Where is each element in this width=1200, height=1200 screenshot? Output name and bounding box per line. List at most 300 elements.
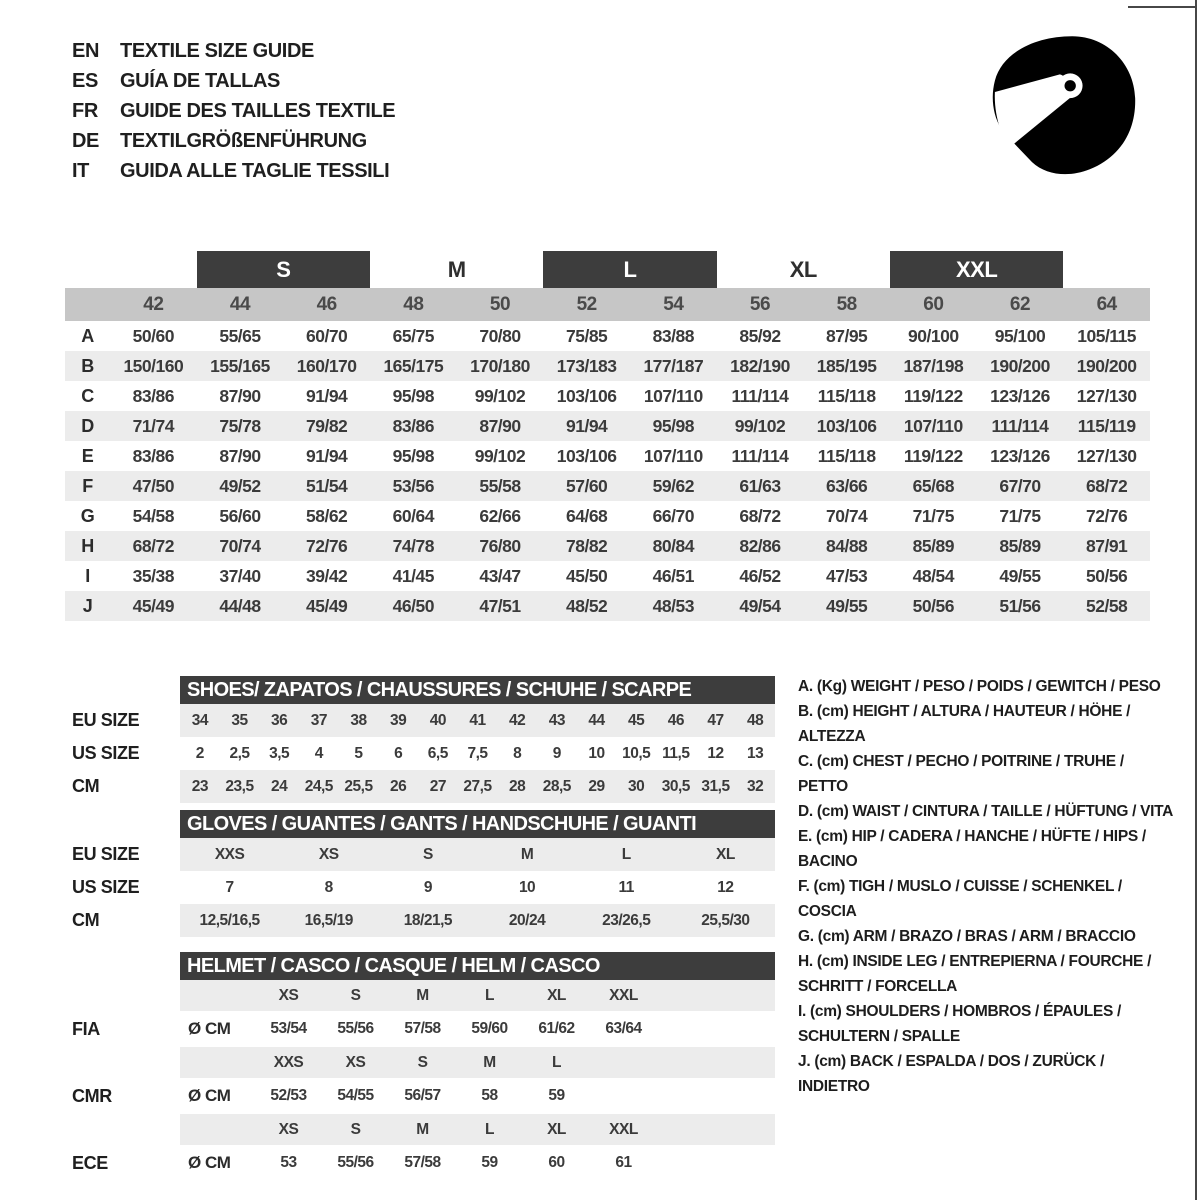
size-cell: 82/86 xyxy=(739,535,781,556)
size-cell: 115/118 xyxy=(817,445,876,466)
size-cell: 87/90 xyxy=(219,445,261,466)
gloves-cell: 7 xyxy=(225,878,234,896)
size-cell: 103/106 xyxy=(556,385,617,406)
size-column-header: 42 xyxy=(143,293,164,315)
shoes-cell: 3,5 xyxy=(269,744,290,762)
size-cell: 190/200 xyxy=(990,355,1050,376)
size-cell: 83/86 xyxy=(392,415,434,436)
size-cell: 83/88 xyxy=(652,325,694,346)
size-cell: 44/48 xyxy=(219,595,261,616)
size-cell: 68/72 xyxy=(132,535,174,556)
language-row xyxy=(72,96,395,126)
helmet-standard-label: CMR xyxy=(72,1085,112,1106)
size-column-header: 50 xyxy=(489,293,511,315)
shoes-row-eu-size xyxy=(65,704,775,737)
size-cell: 91/94 xyxy=(306,385,348,406)
shoes-cell: 8 xyxy=(513,744,522,762)
size-cell: 83/86 xyxy=(132,385,174,406)
size-cell: 48/53 xyxy=(652,595,694,616)
helmet-size-header-ece xyxy=(65,1114,775,1145)
size-column-header: 44 xyxy=(229,293,251,315)
gloves-cell: XXS xyxy=(180,838,279,871)
legend-item: D. (cm) WAIST / CINTURA / TAILLE / HÜFTUNG / VITA xyxy=(798,803,1174,820)
shoes-cell: 46 xyxy=(656,704,696,737)
size-cell: 49/55 xyxy=(999,565,1041,586)
shoes-cell: 25,5 xyxy=(339,770,379,803)
helmet-unit-spacer xyxy=(180,1047,255,1078)
size-cell: 75/85 xyxy=(566,325,608,346)
size-cell: 60/64 xyxy=(392,505,434,526)
row-letter-label: B xyxy=(81,355,94,376)
size-cell: 91/94 xyxy=(566,415,608,436)
shoes-cell: 11,5 xyxy=(662,744,690,762)
helmet-size-label: L xyxy=(523,1047,590,1078)
size-cell: 71/75 xyxy=(999,505,1041,526)
shoes-cell: 30,5 xyxy=(656,770,696,803)
gloves-cell: 16,5/19 xyxy=(279,904,378,937)
helmet-size-filler xyxy=(657,1047,775,1078)
helmet-value-cell: 59 xyxy=(548,1087,565,1104)
size-cell: 49/52 xyxy=(219,475,261,496)
shoes-cell: 28 xyxy=(497,770,537,803)
size-cell: 71/74 xyxy=(132,415,174,436)
size-cell: 165/175 xyxy=(383,355,444,376)
language-code: FR xyxy=(72,99,98,122)
gloves-cell: L xyxy=(577,838,676,871)
shoes-cell: 26 xyxy=(378,770,418,803)
size-band-m: M xyxy=(447,256,466,282)
shoes-cell: 42 xyxy=(497,704,537,737)
size-cell: 65/75 xyxy=(392,325,434,346)
size-cell: 70/74 xyxy=(219,535,261,556)
size-cell: 107/110 xyxy=(903,415,963,436)
size-cell: 91/94 xyxy=(306,445,348,466)
size-cell: 48/52 xyxy=(566,595,608,616)
size-cell: 84/88 xyxy=(826,535,868,556)
helmet-row-ece xyxy=(65,1145,775,1181)
legend-item: G. (cm) ARM / BRAZO / BRAS / ARM / BRACCIO xyxy=(798,928,1136,945)
row-letter-label: I xyxy=(85,565,90,586)
size-cell: 119/122 xyxy=(903,445,963,466)
size-cell: 53/56 xyxy=(392,475,434,496)
size-cell: 87/91 xyxy=(1086,535,1128,556)
size-cell: 45/49 xyxy=(132,595,174,616)
shoes-row-label: EU SIZE xyxy=(72,710,140,730)
helmet-size-label: M xyxy=(456,1047,523,1078)
size-cell: 185/195 xyxy=(816,355,877,376)
helmet-size-filler xyxy=(657,980,775,1011)
row-letter-label: F xyxy=(82,475,93,496)
row-letter-label: D xyxy=(81,415,94,436)
size-cell: 67/70 xyxy=(999,475,1041,496)
size-cell: 71/75 xyxy=(912,505,954,526)
size-cell: 54/58 xyxy=(132,505,174,526)
page-edge-right-line xyxy=(1195,0,1197,1200)
size-column-header: 46 xyxy=(316,293,337,315)
size-cell: 47/53 xyxy=(826,565,868,586)
size-cell: 90/100 xyxy=(908,325,959,346)
size-cell: 47/51 xyxy=(479,595,521,616)
size-band-xl: XL xyxy=(789,256,817,282)
shoes-cell: 24 xyxy=(259,770,299,803)
legend-item: A. (Kg) WEIGHT / PESO / POIDS / GEWITCH / PESO xyxy=(798,678,1161,695)
size-cell: 43/47 xyxy=(479,565,521,586)
helmet-size-header-spacer xyxy=(65,1114,180,1145)
size-cell: 50/56 xyxy=(1086,565,1128,586)
shoes-cell: 27,5 xyxy=(458,770,498,803)
gloves-table-title: GLOVES / GUANTES / GANTS / HANDSCHUHE / GUANTI xyxy=(180,810,775,838)
helmet-size-label xyxy=(590,1047,657,1078)
language-row xyxy=(72,66,395,96)
helmet-value-filler xyxy=(657,1011,775,1047)
size-cell: 65/68 xyxy=(912,475,954,496)
size-cell: 51/54 xyxy=(306,475,348,496)
shoes-cell: 40 xyxy=(418,704,458,737)
language-code: EN xyxy=(72,39,99,62)
gloves-cell: 18/21,5 xyxy=(378,904,477,937)
size-cell: 111/114 xyxy=(991,415,1049,436)
gloves-cell: M xyxy=(477,838,576,871)
size-cell: 72/76 xyxy=(1086,505,1128,526)
helmet-table-title: HELMET / CASCO / CASQUE / HELM / CASCO xyxy=(180,952,775,980)
size-cell: 48/54 xyxy=(912,565,954,586)
guide-title: TEXTILE SIZE GUIDE xyxy=(120,39,314,62)
shoes-cell: 44 xyxy=(577,704,617,737)
gloves-cell: S xyxy=(378,838,477,871)
helmet-size-label: XS xyxy=(255,1114,322,1145)
row-letter-label: H xyxy=(81,535,94,556)
size-cell: 160/170 xyxy=(296,355,357,376)
helmet-value-cell: 57/58 xyxy=(404,1154,441,1171)
gloves-table xyxy=(65,810,775,937)
size-cell: 150/160 xyxy=(123,355,184,376)
legend-item: H. (cm) INSIDE LEG / ENTREPIERNA / FOURCHE / SCHRITT / FORCELLA xyxy=(798,953,1152,995)
size-cell: 51/56 xyxy=(999,595,1041,616)
legend-item: I. (cm) SHOULDERS / HOMBROS / ÉPAULES / SCHULTERN / SPALLE xyxy=(798,1003,1122,1045)
language-code: ES xyxy=(72,69,98,92)
helmet-value-cell: 61/62 xyxy=(538,1020,575,1037)
size-cell: 46/50 xyxy=(392,595,434,616)
size-cell: 87/90 xyxy=(219,385,261,406)
helmet-value-cell: 63/64 xyxy=(605,1020,642,1037)
size-cell: 115/118 xyxy=(817,385,876,406)
helmet-value-cell: 53 xyxy=(280,1154,297,1171)
helmet-size-filler xyxy=(657,1114,775,1145)
measurement-legend xyxy=(798,674,1176,1099)
shoes-cell: 41 xyxy=(458,704,498,737)
helmet-value-cell: 58 xyxy=(481,1087,498,1104)
shoes-cell: 36 xyxy=(259,704,299,737)
helmet-unit-spacer xyxy=(180,980,255,1011)
shoes-cell: 34 xyxy=(180,704,220,737)
shoes-cell: 12 xyxy=(707,744,724,762)
size-cell: 87/90 xyxy=(479,415,521,436)
helmet-size-header-spacer xyxy=(65,1047,180,1078)
language-code: DE xyxy=(72,129,99,152)
shoes-row-cm xyxy=(65,770,775,803)
table-row-e xyxy=(65,441,1150,471)
size-cell: 37/40 xyxy=(219,565,261,586)
size-cell: 70/80 xyxy=(479,325,521,346)
size-cell: 55/58 xyxy=(479,475,521,496)
gloves-row-label: EU SIZE xyxy=(72,844,140,864)
size-column-header: 56 xyxy=(749,293,771,315)
legend-item: E. (cm) HIP / CADERA / HANCHE / HÜFTE / HIPS / BACINO xyxy=(798,828,1146,870)
size-cell: 187/198 xyxy=(903,355,964,376)
size-cell: 111/114 xyxy=(731,445,789,466)
helmet-rows xyxy=(65,980,775,1181)
shoes-cell: 43 xyxy=(537,704,577,737)
row-letter-label: C xyxy=(81,385,94,406)
helmet-size-header-spacer xyxy=(65,980,180,1011)
helmet-unit-spacer xyxy=(180,1114,255,1145)
size-cell: 95/98 xyxy=(392,445,434,466)
size-cell: 45/49 xyxy=(306,595,348,616)
size-cell: 55/65 xyxy=(219,325,261,346)
helmet-value-cell: 60 xyxy=(548,1154,565,1171)
size-cell: 99/102 xyxy=(474,445,526,466)
shoes-row-label: US SIZE xyxy=(72,743,140,763)
table-row-h xyxy=(65,531,1150,561)
size-column-header: 60 xyxy=(923,293,944,315)
helmet-row-fia xyxy=(65,1011,775,1047)
shoes-cell: 28,5 xyxy=(537,770,577,803)
table-row-b xyxy=(65,351,1150,381)
shoes-cell: 39 xyxy=(378,704,418,737)
helmet-unit-label: Ø CM xyxy=(188,1153,231,1172)
helmet-unit-label: Ø CM xyxy=(188,1019,231,1038)
size-column-header: 48 xyxy=(403,293,424,315)
helmet-value-cell: 56/57 xyxy=(404,1087,441,1104)
shoes-cell: 5 xyxy=(354,744,363,762)
size-column-header: 54 xyxy=(663,293,684,315)
helmet-value-cell: 54/55 xyxy=(337,1087,374,1104)
helmet-size-label: XL xyxy=(523,1114,590,1145)
page-edge-top-line xyxy=(1128,6,1197,8)
size-cell: 95/98 xyxy=(392,385,434,406)
gloves-cell: 9 xyxy=(423,878,432,896)
measurement-rows xyxy=(65,321,1150,621)
gloves-row-label: US SIZE xyxy=(72,877,140,897)
size-cell: 52/58 xyxy=(1086,595,1128,616)
gloves-cell: 23/26,5 xyxy=(577,904,676,937)
size-cell: 62/66 xyxy=(479,505,521,526)
helmet-value-cell: 57/58 xyxy=(404,1020,441,1037)
size-cell: 50/56 xyxy=(912,595,954,616)
language-code: IT xyxy=(72,159,89,182)
size-cell: 64/68 xyxy=(566,505,608,526)
shoes-cell: 23,5 xyxy=(220,770,260,803)
helmet-unit-label: Ø CM xyxy=(188,1086,231,1105)
size-cell: 99/102 xyxy=(474,385,526,406)
size-cell: 99/102 xyxy=(734,415,786,436)
guide-title: TEXTILGRÖßENFÜHRUNG xyxy=(120,129,367,152)
table-row-f xyxy=(65,471,1150,501)
language-title-list xyxy=(72,36,395,186)
shoes-cell: 7,5 xyxy=(467,744,488,762)
helmet-value-cell: 55/56 xyxy=(337,1020,374,1037)
shoes-cell: 27 xyxy=(418,770,458,803)
size-cell: 75/78 xyxy=(219,415,261,436)
size-cell: 111/114 xyxy=(731,385,789,406)
shoes-row-label: CM xyxy=(72,776,100,796)
shoes-cell: 9 xyxy=(552,744,561,762)
shoes-row-us-size xyxy=(65,737,775,770)
gloves-cell: 20/24 xyxy=(477,904,576,937)
guide-title: GUIDA ALLE TAGLIE TESSILI xyxy=(120,159,390,182)
size-column-header: 62 xyxy=(1009,293,1031,315)
shoes-cell: 2 xyxy=(195,744,204,762)
size-cell: 173/183 xyxy=(556,355,617,376)
size-cell: 107/110 xyxy=(643,385,703,406)
helmet-value-cell: 52/53 xyxy=(270,1087,307,1104)
size-cell: 170/180 xyxy=(470,355,530,376)
helmet-value-filler xyxy=(657,1078,775,1114)
shoes-cell: 31,5 xyxy=(696,770,736,803)
helmet-icon xyxy=(980,28,1148,193)
helmet-standard-label: FIA xyxy=(72,1018,100,1039)
shoes-cell: 47 xyxy=(696,704,736,737)
guide-title: GUIDE DES TAILLES TEXTILE xyxy=(120,99,396,122)
legend-item: B. (cm) HEIGHT / ALTURA / HAUTEUR / HÖHE / ALTEZZA xyxy=(798,703,1131,745)
helmet-size-label: XS xyxy=(255,980,322,1011)
helmet-size-label: XS xyxy=(322,1047,389,1078)
size-cell: 41/45 xyxy=(392,565,434,586)
gloves-cell: 12,5/16,5 xyxy=(180,904,279,937)
size-cell: 60/70 xyxy=(306,325,348,346)
helmet-size-label: S xyxy=(322,1114,389,1145)
size-cell: 70/74 xyxy=(826,505,868,526)
gloves-rows xyxy=(65,838,775,937)
shoes-cell: 45 xyxy=(616,704,656,737)
helmet-size-header-fia xyxy=(65,980,775,1011)
shoes-table xyxy=(65,676,775,803)
size-cell: 123/126 xyxy=(990,385,1050,406)
shoes-cell: 13 xyxy=(747,744,764,762)
helmet-value-filler xyxy=(657,1145,775,1181)
size-cell: 103/106 xyxy=(556,445,617,466)
size-cell: 66/70 xyxy=(652,505,694,526)
size-column-header: 58 xyxy=(836,293,857,315)
size-cell: 127/130 xyxy=(1076,445,1137,466)
shoes-cell: 23 xyxy=(180,770,220,803)
row-letter-label: E xyxy=(81,445,94,466)
shoes-cell: 6,5 xyxy=(427,744,448,762)
size-cell: 50/60 xyxy=(132,325,174,346)
helmet-size-label: XL xyxy=(523,980,590,1011)
helmet-size-label: XXL xyxy=(590,1114,657,1145)
size-cell: 35/38 xyxy=(132,565,174,586)
row-letter-label: A xyxy=(81,325,94,346)
size-cell: 95/98 xyxy=(652,415,694,436)
shoes-cell: 24,5 xyxy=(299,770,339,803)
language-row xyxy=(72,126,395,156)
helmet-size-label: XXL xyxy=(590,980,657,1011)
gloves-cell: 10 xyxy=(518,878,536,896)
size-cell: 190/200 xyxy=(1076,355,1137,376)
numeric-size-header-row xyxy=(65,288,1150,321)
helmet-size-label: S xyxy=(389,1047,456,1078)
helmet-size-label: M xyxy=(389,1114,456,1145)
legend-item: F. (cm) TIGH / MUSLO / CUISSE / SCHENKEL / COSCIA xyxy=(798,878,1122,920)
size-cell: 46/52 xyxy=(739,565,781,586)
shoes-cell: 2,5 xyxy=(229,744,250,762)
textile-size-table xyxy=(65,251,1150,621)
size-cell: 83/86 xyxy=(132,445,174,466)
size-cell: 177/187 xyxy=(643,355,704,376)
size-cell: 46/51 xyxy=(652,565,694,586)
language-row xyxy=(72,156,395,186)
size-cell: 87/95 xyxy=(826,325,868,346)
helmet-row-cmr xyxy=(65,1078,775,1114)
helmet-value-cell: 59 xyxy=(481,1154,498,1171)
helmet-value-cell: 59/60 xyxy=(471,1020,508,1037)
shoes-cell: 10 xyxy=(588,744,605,762)
helmet-size-label: XXS xyxy=(255,1047,322,1078)
helmet-value-cell: 55/56 xyxy=(337,1154,374,1171)
shoes-cell: 6 xyxy=(394,744,403,762)
size-cell: 58/62 xyxy=(306,505,348,526)
row-letter-label: J xyxy=(82,595,93,616)
size-cell: 47/50 xyxy=(132,475,174,496)
size-cell: 79/82 xyxy=(306,415,348,436)
size-band-l: L xyxy=(543,251,716,288)
table-row-c xyxy=(65,381,1150,411)
helmet-size-header-cmr xyxy=(65,1047,775,1078)
shoes-cell: 38 xyxy=(339,704,379,737)
gloves-cell: 25,5/30 xyxy=(676,904,775,937)
size-column-header: 52 xyxy=(576,293,597,315)
size-column-header: 64 xyxy=(1096,293,1117,315)
gloves-row-us-size xyxy=(65,871,775,904)
gloves-cell: 8 xyxy=(324,878,333,896)
size-cell: 68/72 xyxy=(1086,475,1128,496)
size-cell: 107/110 xyxy=(643,445,703,466)
size-cell: 61/63 xyxy=(739,475,781,496)
table-row-a xyxy=(65,321,1150,351)
gloves-row-cm xyxy=(65,904,775,937)
size-band-row xyxy=(65,251,1150,288)
size-cell: 57/60 xyxy=(566,475,608,496)
table-row-g xyxy=(65,501,1150,531)
helmet-value-cell: 53/54 xyxy=(270,1020,307,1037)
size-cell: 155/165 xyxy=(210,355,270,376)
size-cell: 59/62 xyxy=(652,475,694,496)
size-cell: 76/80 xyxy=(479,535,521,556)
helmet-size-label: M xyxy=(389,980,456,1011)
gloves-cell: XL xyxy=(676,838,775,871)
size-cell: 39/42 xyxy=(306,565,348,586)
helmet-size-label: L xyxy=(456,980,523,1011)
size-cell: 56/60 xyxy=(219,505,261,526)
size-cell: 103/106 xyxy=(816,415,877,436)
shoes-cell: 48 xyxy=(735,704,775,737)
size-cell: 85/92 xyxy=(739,325,781,346)
gloves-cell: 11 xyxy=(618,878,634,896)
gloves-cell: 12 xyxy=(717,878,734,896)
shoes-cell: 30 xyxy=(616,770,656,803)
row-letter-label: G xyxy=(80,505,95,526)
gloves-row-eu-size xyxy=(65,838,775,871)
legend-item: J. (cm) BACK / ESPALDA / DOS / ZURÜCK / INDIETRO xyxy=(798,1053,1105,1095)
size-cell: 105/115 xyxy=(1077,325,1137,346)
shoes-cell: 35 xyxy=(220,704,260,737)
gloves-row-label: CM xyxy=(72,910,100,930)
size-cell: 49/55 xyxy=(826,595,868,616)
helmet-size-label: S xyxy=(322,980,389,1011)
size-cell: 95/100 xyxy=(994,325,1046,346)
table-row-i xyxy=(65,561,1150,591)
